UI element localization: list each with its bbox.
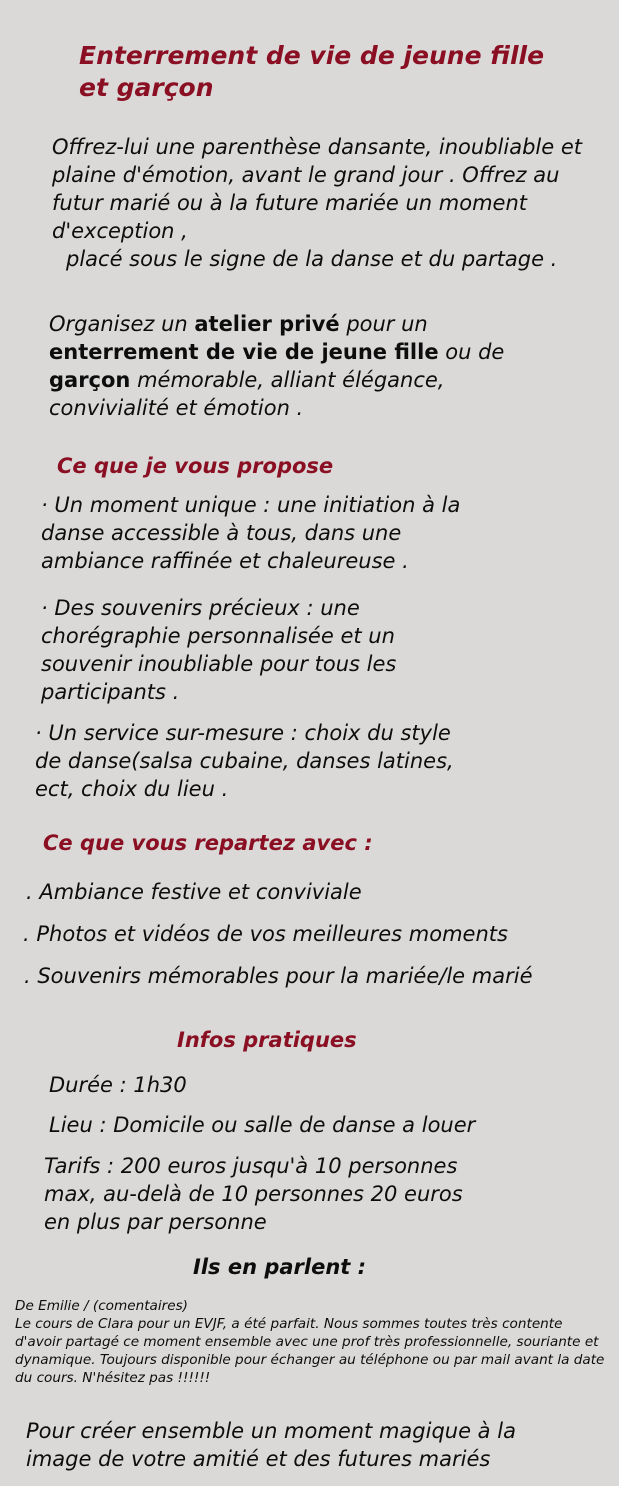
testimonial-text: Le cours de Clara pour un EVJF, a été parfait. Nous sommes toutes très contente d'avoir partagé ce moment ensemble avec une prof très professionnelle, souriante et dynamique. Toujours disponible pour échanger au téléphone ou par mail avant la date du cours. N'hésitez pas !!!!!! (15, 1316, 605, 1386)
info-duration: Durée : 1h30 (49, 1073, 187, 1097)
organize-text-2: pour un (339, 312, 428, 336)
testimonial-author: De Emilie / (comentaires) (15, 1298, 188, 1314)
intro-line-2: placé sous le signe de la danse et du partage . (66, 247, 558, 271)
takeaway-item-1: . Ambiance festive et conviviale (26, 880, 362, 904)
organize-paragraph (49, 310, 529, 422)
propose-heading: Ce que je vous propose (57, 454, 334, 478)
organize-text-3: ou de (438, 340, 505, 364)
organize-text-1: Organisez un (49, 312, 195, 336)
takeaway-item-2: . Photos et vidéos de vos meilleures moments (23, 922, 508, 946)
propose-item-3: · Un service sur-mesure : choix du style de danse(salsa cubaine, danses latines, ect, choix du lieu . (35, 721, 454, 801)
intro-paragraph (52, 133, 592, 273)
organize-text-4: mémorable, alliant élégance, convivialité et émotion . (49, 368, 445, 420)
propose-item-1: · Un moment unique : une initiation à la danse accessible à tous, dans une ambiance raffinée et chaleureuse . (41, 493, 461, 573)
propose-item-2: · Des souvenirs précieux : une chorégraphie personnalisée et un souvenir inoubliable pour tous les participants . (41, 596, 397, 704)
takeaway-heading: Ce que vous repartez avec : (43, 831, 373, 855)
info-place: Lieu : Domicile ou salle de danse a louer (49, 1113, 476, 1137)
organize-bold-evjf: enterrement de vie de jeune fille (49, 340, 439, 364)
intro-line-1: Offrez-lui une parenthèse dansante, inoubliable et plaine d'émotion, avant le grand jour . Offrez au futur marié ou à la future mariée un moment d'exception , (52, 135, 582, 243)
organize-bold-garcon: garçon (49, 368, 131, 392)
takeaway-item-3: . Souvenirs mémorables pour la mariée/le marié (24, 964, 533, 988)
closing-text: Pour créer ensemble un moment magique à la image de votre amitié et des futures mariés (26, 1419, 516, 1471)
testimonials-heading: Ils en parlent : (193, 1255, 367, 1279)
infos-heading: Infos pratiques (177, 1028, 357, 1052)
info-rates: Tarifs : 200 euros jusqu'à 10 personnes max, au-delà de 10 personnes 20 euros en plus par personne (44, 1154, 463, 1234)
page-title: Enterrement de vie de jeune fille et garçon (79, 41, 545, 102)
organize-bold-atelier: atelier privé (194, 312, 340, 336)
testimonial (15, 1297, 610, 1387)
